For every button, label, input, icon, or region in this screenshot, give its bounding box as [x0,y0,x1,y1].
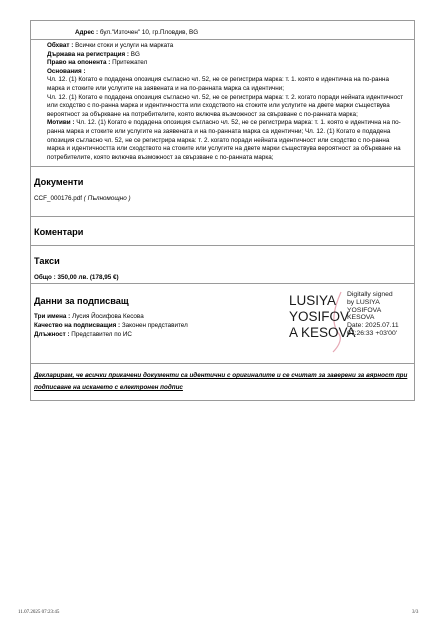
document-file-link[interactable]: CCF_000176.pdf [34,195,82,203]
state-value: BG [130,50,140,58]
right-label: Право на опонента : [47,59,111,67]
declaration: Декларирам, че всички прикачени документи са идентични с оригиналите и се считат за заверени за вярност при подписване на искането с електронен подпис [30,364,415,401]
grounds-label: Основания : [47,67,86,75]
signature-detail-4: KESOVA [347,314,375,322]
footer-timestamp: 11.07.2025 07:23:45 [18,610,60,615]
signer-position-label: Длъжност : [34,331,70,339]
signature-name-line-2: YOSIFOV [289,309,350,325]
signer-name-label: Три имена : [34,313,71,321]
signer-capacity-value: Законен представител [121,322,188,330]
digital-signature-details [347,291,399,337]
ground-2: Чл. 12. (1) Когато е подадена опозиция съгласно чл. 52, не се регистрира марка: т. 2. когато поради нейната идентичност или сходство с по-ранна марка и идентичността или сходството на стоките или услугите на двете марки съществува вероятност за объркване на потребителите, която включва възможност за свързване с по-ранната марка; [47,93,404,118]
signer-title: Данни за подписващ [34,296,129,307]
documents-title: Документи [34,177,84,188]
signature-name-line-3: A KESOVA [289,325,356,341]
comments-title: Коментари [34,227,84,238]
fees-title: Такси [34,256,60,267]
signer-section [30,284,415,364]
motives-row [47,119,408,162]
ground-1: Чл. 12. (1) Когато е подадена опозиция съгласно чл. 52, не се регистрира марка: т. 1. която е идентична на по-ранна марка и стоките или услугите на заявената и на по-ранната марка са идентични; [47,76,389,92]
signer-name-value: Лусия Йосифова Кесова [72,313,144,321]
fees-section [30,246,415,284]
right-value: Притежател [112,59,148,67]
scope-label: Обхват : [47,42,74,49]
document-item [31,187,414,202]
documents-section [30,167,415,217]
right-row [47,59,408,68]
footer-page-number: 3/3 [412,610,419,615]
digital-signature-name [289,293,356,341]
signature-detail-6: 07:26:33 +03'00' [347,329,398,337]
signature-detail-2: by LUSIYA [347,299,380,307]
signature-detail-3: YOSIFOVA [347,306,382,314]
comments-section [30,217,415,246]
motives-value: Чл. 12. (1) Когато е подадена опозиция съгласно чл. 52, не се регистрира марка: т. 1. която е идентична на по-ранна марка и стоките или услугите на заявената и на по-ранната марка са идентични; Чл. 12. (1) Когато е подадена опозиция съгласно чл. 52, не се регистрира марка: т. 2. когато поради нейната идентичност или сходство с по-ранна марка и идентичността или сходството на стоките или услугите на двете марки съществува вероятност за объркване на потребителите, която включва възможност за свързване с по-ранната марка; [47,119,401,161]
address-row [30,20,415,40]
state-row [47,51,408,60]
fees-total: Общо : 350,00 лв. (178,95 €) [34,274,119,282]
opposition-section [30,40,415,167]
signature-name-line-1: LUSIYA [289,293,337,309]
address-label: Адрес : [75,29,99,36]
scope-row [47,42,408,51]
document-page [30,20,415,401]
scope-value: Всички стоки и услуги на марката [75,42,174,49]
state-label: Държава на регистрация : [47,50,130,58]
grounds-label-row [47,68,408,77]
signature-detail-1: Digitally signed [347,291,393,299]
signature-detail-5: Date: 2025.07.11 [347,322,399,330]
motives-label: Мотиви : [47,119,75,127]
document-type: ( Пълномощно ) [83,195,131,203]
signer-position-value: Представител по ИС [71,331,132,339]
address-value: бул."Източен" 10, гр.Пловдив, BG [99,29,199,36]
signer-capacity-label: Качество на подписващия : [34,322,121,330]
